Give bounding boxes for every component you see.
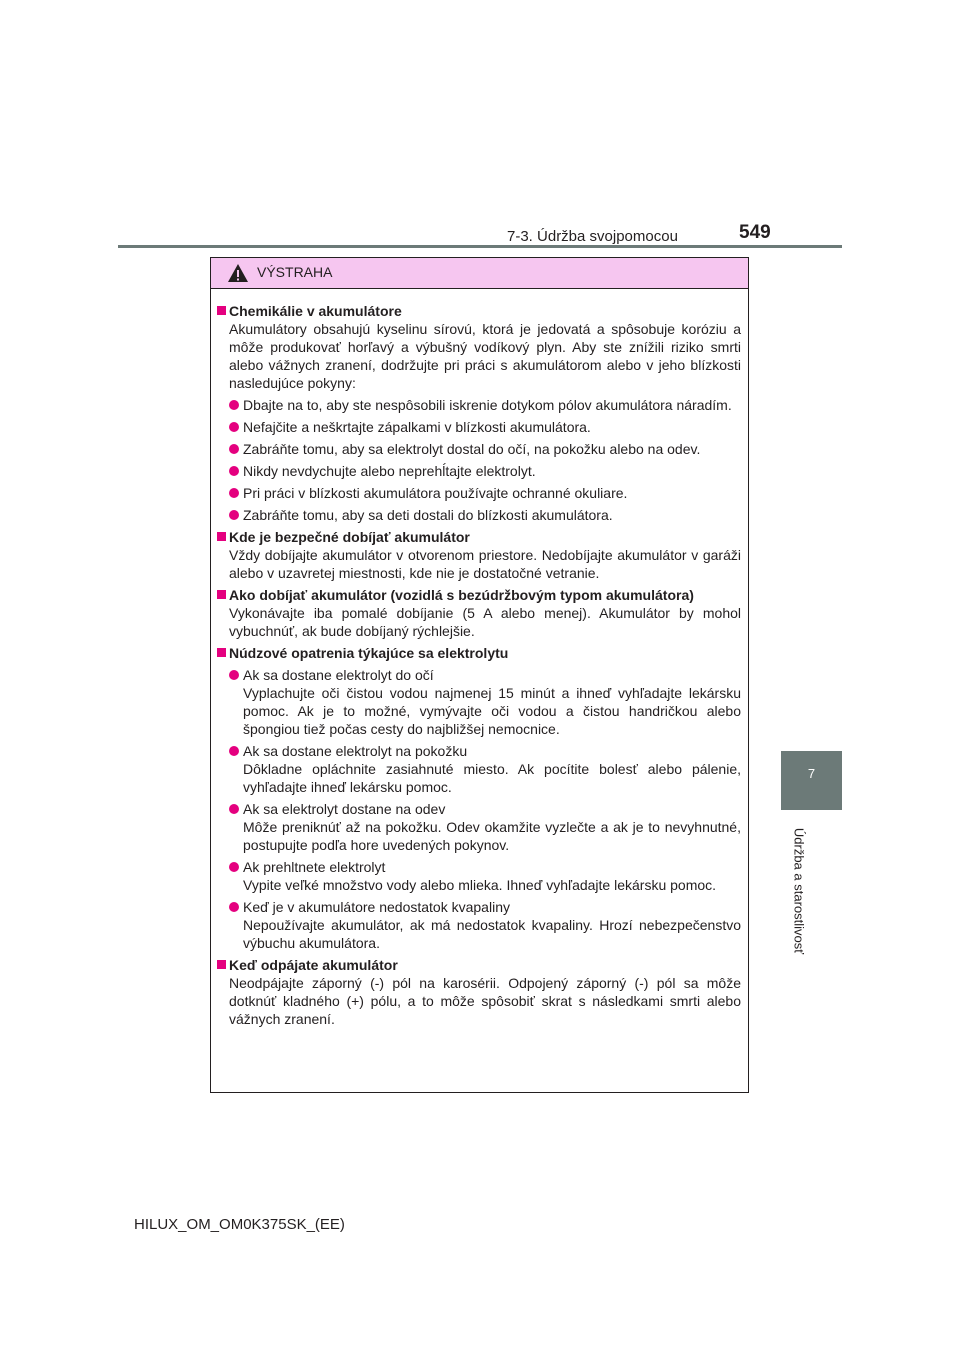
warning-box [210,257,749,1093]
bullet-item [217,440,741,458]
bullet-item [217,396,741,414]
square-bullet-icon [217,960,226,969]
bullet-text: Vypite veľké množstvo vody alebo mlieka. Ihneď vyhľadajte lekársku pomoc. [243,877,717,893]
section-text: Akumulátory obsahujú kyselinu sírovú, ktorá je jedovatá a spôsobuje koróziu a môže produkovať horľavý a výbušný vodíkový plyn. Aby ste znížili riziko smrti alebo vážnych zranení, dodržujte pri práci s akumulátorom alebo v jeho blízkosti nasledujúce pokyny: [229,321,741,391]
bullet-item [217,462,741,480]
circle-bullet-icon [229,466,239,476]
warning-section [217,956,741,1028]
warning-section [217,644,741,952]
section-heading-text: Ako dobíjať akumulátor (vozidlá s bezúdržbovým typom akumulátora) [229,587,694,603]
circle-bullet-icon [229,422,239,432]
bullet-title: Ak prehltnete elektrolyt [243,859,386,875]
document-code: HILUX_OM_OM0K375SK_(EE) [134,1216,345,1233]
bullet-item [217,858,741,894]
bullet-text: Nikdy nevdychujte alebo neprehĺtajte elektrolyt. [243,463,536,479]
circle-bullet-icon [229,510,239,520]
warning-triangle-icon [227,263,249,283]
circle-bullet-icon [229,488,239,498]
bullet-text: Zabráňte tomu, aby sa deti dostali do blízkosti akumulátora. [243,507,613,523]
warning-body [211,289,748,1028]
section-heading-text: Núdzové opatrenia týkajúce sa elektrolytu [229,645,509,661]
section-heading [217,302,741,320]
bullet-text: Nefajčite a neškrtajte zápalkami v blízkosti akumulátora. [243,419,591,435]
bullet-text: Pri práci v blízkosti akumulátora používajte ochranné okuliare. [243,485,628,501]
chapter-tab-label [784,818,814,964]
circle-bullet-icon [229,444,239,454]
warning-title: VÝSTRAHA [257,264,333,280]
section-text: Vždy dobíjajte akumulátor v otvorenom priestore. Nedobíjajte akumulátor v garáži alebo v uzavretej miestnosti, kde nie je dostatočné vetranie. [229,547,741,581]
bullet-item [217,418,741,436]
warning-section [217,528,741,582]
circle-bullet-icon [229,804,239,814]
section-heading [217,528,741,546]
warning-section [217,302,741,524]
warning-header [211,258,748,289]
circle-bullet-icon [229,902,239,912]
bullet-item [217,898,741,952]
section-title: 7-3. Údržba svojpomocou [507,228,678,245]
page-number: 549 [739,222,771,243]
section-heading [217,956,741,974]
square-bullet-icon [217,532,226,541]
section-heading [217,644,741,662]
circle-bullet-icon [229,746,239,756]
bullet-text: Dôkladne opláchnite zasiahnuté miesto. Ak pocítite bolesť alebo pálenie, vyhľadajte ihneď lekársku pomoc. [243,761,741,795]
square-bullet-icon [217,648,226,657]
section-text: Vykonávajte iba pomalé dobíjanie (5 A alebo menej). Akumulátor by mohol vybuchnúť, ak bude dobíjaný rýchlejšie. [229,605,741,639]
bullet-item [217,800,741,854]
bullet-item [217,506,741,524]
bullet-title: Ak sa dostane elektrolyt na pokožku [243,743,468,759]
square-bullet-icon [217,590,226,599]
bullet-item [217,742,741,796]
bullet-item [217,484,741,502]
chapter-tab: 7 [781,751,842,810]
section-heading-text: Chemikálie v akumulátore [229,303,402,319]
circle-bullet-icon [229,400,239,410]
bullet-title: Keď je v akumulátore nedostatok kvapaliny [243,899,510,915]
bullet-text: Dbajte na to, aby ste nespôsobili iskrenie dotykom pólov akumulátora náradím. [243,397,732,413]
header-rule [118,245,842,248]
chapter-tab-label-text: Údržba a starostlivosť [791,827,807,955]
section-heading [217,586,741,604]
circle-bullet-icon [229,862,239,872]
bullet-text: Môže preniknúť až na pokožku. Odev okamžite vyzlečte a ak je to nevyhnutné, postupujte podľa hore uvedených pokynov. [243,819,741,853]
bullet-title: Ak sa dostane elektrolyt do očí [243,667,434,683]
bullet-title: Ak sa elektrolyt dostane na odev [243,801,446,817]
square-bullet-icon [217,306,226,315]
circle-bullet-icon [229,670,239,680]
bullet-text: Zabráňte tomu, aby sa elektrolyt dostal do očí, na pokožku alebo na odev. [243,441,701,457]
bullet-text: Vyplachujte oči čistou vodou najmenej 15 minút a ihneď vyhľadajte lekársku pomoc. Ak je to možné, vymývajte oči vodou a čistou handričkou alebo špongiou tiež počas cesty do najbližšej nemocnice. [243,685,741,737]
bullet-text: Nepoužívajte akumulátor, ak má nedostatok kvapaliny. Hrozí nebezpečenstvo výbuchu akumulátora. [243,917,741,951]
section-text: Neodpájajte záporný (-) pól na karosérii. Odpojený záporný (-) pól sa môže dotknúť kladného (+) pólu, a to môže spôsobiť skrat s následkami smrti alebo vážnych zranení. [229,975,741,1027]
bullet-item [217,666,741,738]
warning-section [217,586,741,640]
section-heading-text: Kde je bezpečné dobíjať akumulátor [229,529,470,545]
section-heading-text: Keď odpájate akumulátor [229,957,398,973]
